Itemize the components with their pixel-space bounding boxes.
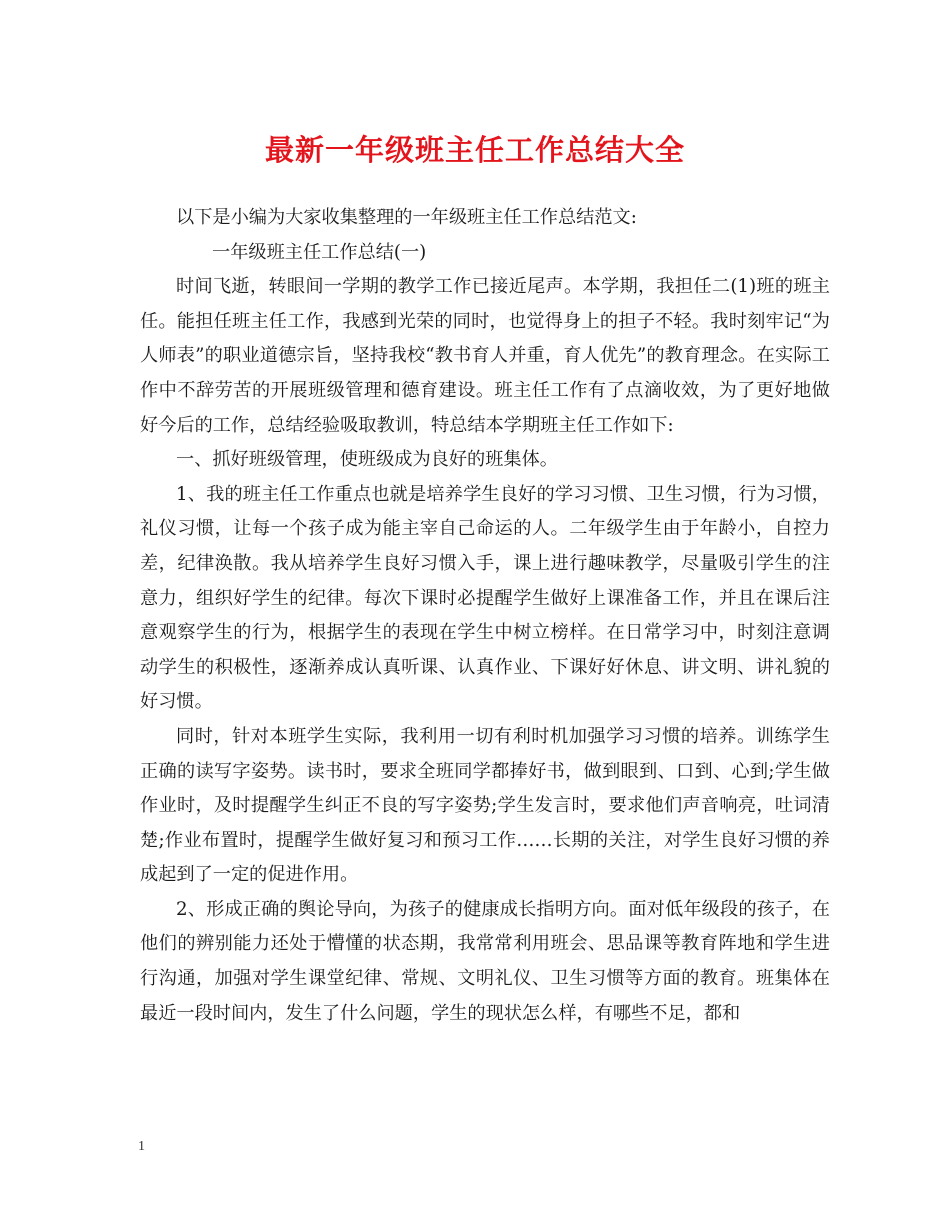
- document-body: [140, 201, 830, 1031]
- page-number: 1: [138, 1139, 145, 1154]
- paragraph: 同时，针对本班学生实际，我利用一切有利时机加强学习习惯的培养。训练学生正确的读写字姿势。读书时，要求全班同学都捧好书，做到眼到、口到、心到;学生做作业时，及时提醒学生纠正不良的写字姿势;学生发言时，要求他们声音响亮，吐词清楚;作业布置时，提醒学生做好复习和预习工作……长期的关注，对学生良好习惯的养成起到了一定的促进作用。: [140, 725, 830, 886]
- paragraph: 1、我的班主任工作重点也就是培养学生良好的学习习惯、卫生习惯，行为习惯，礼仪习惯，让每一个孩子成为能主宰自己命运的人。二年级学生由于年龄小，自控力差，纪律涣散。我从培养学生良好习惯入手，课上进行趣味教学，尽量吸引学生的注意力，组织好学生的纪律。每次下课时必提醒学生做好上课准备工作，并且在课后注意观察学生的行为，根据学生的表现在学生中树立榜样。在日常学习中，时刻注意调动学生的积极性，逐渐养成认真听课、认真作业、下课好好休息、讲文明、讲礼貌的好习惯。: [140, 483, 830, 713]
- paragraph-intro: 以下是小编为大家收集整理的一年级班主任工作总结范文:: [176, 207, 637, 228]
- section-heading: 一、抓好班级管理，使班级成为良好的班集体。: [176, 449, 558, 471]
- document-title: 最新一年级班主任工作总结大全: [264, 133, 685, 167]
- paragraph: 2、形成正确的舆论导向，为孩子的健康成长指明方向。面对低年级段的孩子，在他们的辨别能力还处于懵懂的状态期，我常常利用班会、思品课等教育阵地和学生进行沟通，加强对学生课堂纪律、常规、文明礼仪、卫生习惯等方面的教育。班集体在最近一段时间内，发生了什么问题，学生的现状怎么样，有哪些不足，都和: [140, 898, 830, 1024]
- paragraph: 时间飞逝，转眼间一学期的教学工作已接近尾声。本学期，我担任二(1)班的班主任。能担任班主任工作，我感到光荣的同时，也觉得身上的担子不轻。我时刻牢记“为人师表”的职业道德宗旨，坚持我校“教书育人并重，育人优先”的教育理念。在实际工作中不辞劳苦的开展班级管理和德育建设。班主任工作有了点滴收效，为了更好地做好今后的工作，总结经验吸取教训，特总结本学期班主任工作如下:: [140, 276, 830, 436]
- section-subtitle: 一年级班主任工作总结(一): [212, 241, 427, 263]
